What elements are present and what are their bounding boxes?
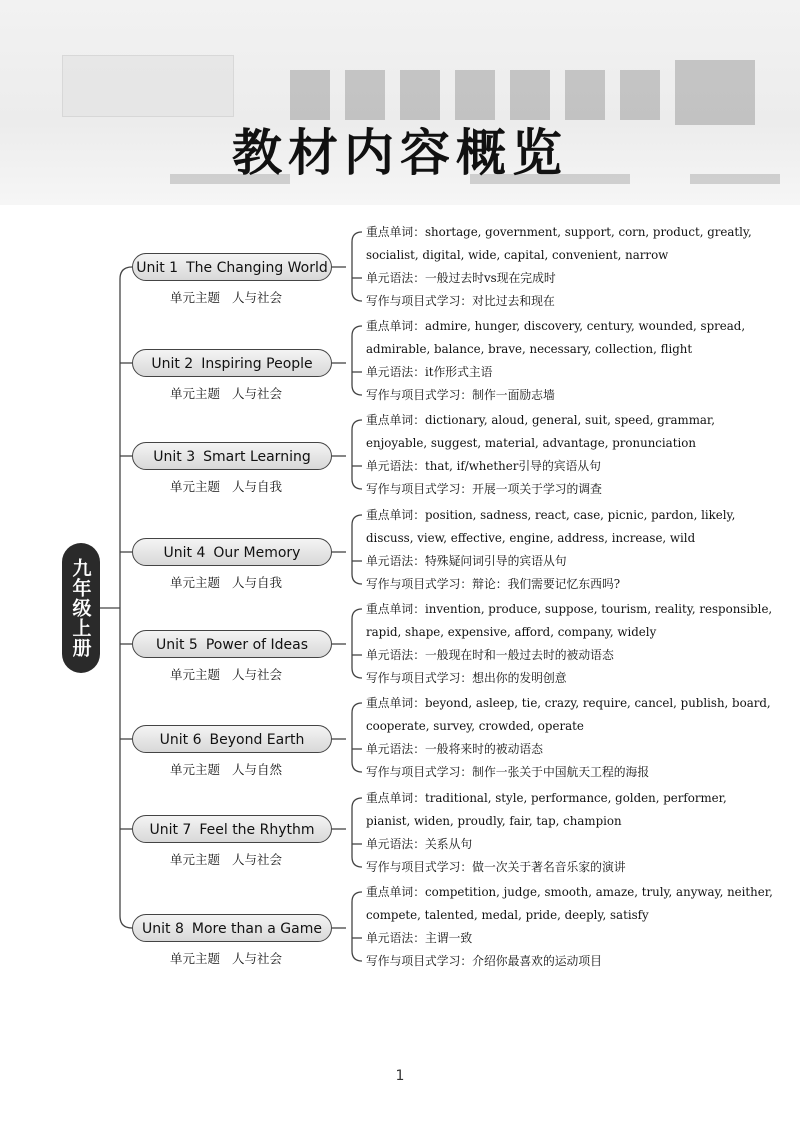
unit-details	[366, 787, 786, 879]
theme-label: 单元主题	[170, 951, 221, 966]
theme-value: 人与社会	[232, 951, 283, 966]
unit-title: Inspiring People	[201, 356, 313, 372]
unit-title-box	[132, 442, 332, 470]
unit-number: Unit 2	[151, 356, 194, 372]
unit-title: The Changing World	[186, 260, 328, 276]
page-title: 教材内容概览	[232, 124, 568, 182]
unit-theme	[170, 384, 360, 404]
unit-title-box	[132, 630, 332, 658]
unit-details	[366, 409, 786, 501]
unit-details	[366, 598, 786, 690]
unit-title: Our Memory	[213, 545, 301, 561]
key-words-line: rapid, shape, expensive, afford, company, widely	[366, 625, 657, 639]
key-words-line: 重点单词：competition, judge, smooth, amaze, truly, anyway, neither,	[366, 885, 773, 899]
page-number: 1	[395, 1068, 405, 1084]
project-line: 写作与项目式学习：介绍你最喜欢的运动项目	[366, 954, 602, 968]
unit-number: Unit 6	[159, 732, 202, 748]
project-line: 写作与项目式学习：开展一项关于学习的调查	[366, 482, 602, 496]
unit-title: Power of Ideas	[205, 637, 309, 653]
key-words-line: compete, talented, medal, pride, deeply, satisfy	[366, 908, 649, 922]
theme-value: 人与社会	[232, 290, 283, 305]
project-line: 写作与项目式学习：对比过去和现在	[366, 294, 555, 308]
unit-title: More than a Game	[191, 921, 322, 937]
key-words-line: socialist, digital, wide, capital, convenient, narrow	[366, 248, 669, 262]
theme-value: 人与社会	[232, 852, 283, 867]
theme-label: 单元主题	[170, 667, 221, 682]
unit-title: Beyond Earth	[209, 732, 305, 748]
unit-theme	[170, 288, 360, 308]
key-words-line: 重点单词：dictionary, aloud, general, suit, speed, grammar,	[366, 413, 716, 427]
theme-label: 单元主题	[170, 290, 221, 305]
theme-label: 单元主题	[170, 386, 221, 401]
unit-title-box	[132, 538, 332, 566]
grammar-line: 单元语法：一般将来时的被动语态	[366, 742, 543, 756]
unit-number: Unit 3	[153, 449, 196, 465]
unit-title-box	[132, 253, 332, 281]
unit-theme	[170, 477, 360, 497]
key-words-line: 重点单词：admire, hunger, discovery, century, wounded, spread,	[366, 319, 746, 333]
key-words-line: 重点单词：position, sadness, react, case, picnic, pardon, likely,	[366, 508, 736, 522]
unit-number: Unit 4	[163, 545, 206, 561]
grammar-line: 单元语法：关系从句	[366, 837, 473, 851]
project-line: 写作与项目式学习：想出你的发明创意	[366, 671, 567, 685]
key-words-line: enjoyable, suggest, material, advantage, pronunciation	[366, 436, 696, 450]
unit-details	[366, 881, 786, 973]
theme-value: 人与社会	[232, 386, 283, 401]
key-words-line: 重点单词：traditional, style, performance, golden, performer,	[366, 791, 727, 805]
key-words-line: cooperate, survey, crowded, operate	[366, 719, 584, 733]
grammar-line: 单元语法：it作形式主语	[366, 365, 493, 379]
theme-label: 单元主题	[170, 575, 221, 590]
project-line: 写作与项目式学习：做一次关于著名音乐家的演讲	[366, 860, 626, 874]
unit-number: Unit 8	[142, 921, 184, 937]
theme-label: 单元主题	[170, 762, 221, 777]
unit-details	[366, 692, 786, 784]
key-words-line: pianist, widen, proudly, fair, tap, champion	[366, 814, 622, 828]
unit-theme	[170, 760, 360, 780]
key-words-line: discuss, view, effective, engine, address, increase, wild	[366, 531, 696, 545]
unit-theme	[170, 665, 360, 685]
key-words-line: admirable, balance, brave, necessary, collection, flight	[366, 342, 693, 356]
grammar-line: 单元语法：主谓一致	[366, 931, 473, 945]
grammar-line: 单元语法：特殊疑问词引导的宾语从句	[366, 554, 567, 568]
project-line: 写作与项目式学习：辩论：我们需要记忆东西吗?	[366, 577, 621, 591]
unit-title-box	[132, 815, 332, 843]
unit-theme	[170, 850, 360, 870]
unit-details	[366, 504, 786, 596]
project-line: 写作与项目式学习：制作一面励志墙	[366, 388, 555, 402]
theme-value: 人与社会	[232, 667, 283, 682]
key-words-line: 重点单词：invention, produce, suppose, tourism, reality, responsible,	[366, 602, 773, 616]
key-words-line: 重点单词：beyond, asleep, tie, crazy, require, cancel, publish, board,	[366, 696, 771, 710]
unit-number: Unit 7	[149, 822, 192, 838]
grade-label: 九年级上册	[62, 543, 100, 673]
theme-value: 人与自我	[232, 575, 283, 590]
grammar-line: 单元语法：一般过去时vs现在完成时	[366, 271, 556, 285]
unit-number: Unit 1	[136, 260, 179, 276]
theme-label: 单元主题	[170, 479, 221, 494]
unit-title-box	[132, 914, 332, 942]
unit-details	[366, 315, 786, 407]
unit-title: Smart Learning	[203, 449, 311, 465]
unit-number: Unit 5	[155, 637, 198, 653]
grammar-line: 单元语法：that, if/whether引导的宾语从句	[366, 459, 601, 473]
unit-title-box	[132, 725, 332, 753]
unit-theme	[170, 573, 360, 593]
theme-value: 人与自我	[232, 479, 283, 494]
unit-theme	[170, 949, 360, 969]
theme-label: 单元主题	[170, 852, 221, 867]
theme-value: 人与自然	[232, 762, 283, 777]
grammar-line: 单元语法：一般现在时和一般过去时的被动语态	[366, 648, 614, 662]
unit-title-box	[132, 349, 332, 377]
unit-details	[366, 221, 786, 313]
key-words-line: 重点单词：shortage, government, support, corn, product, greatly,	[366, 225, 752, 239]
unit-title: Feel the Rhythm	[199, 822, 315, 838]
project-line: 写作与项目式学习：制作一张关于中国航天工程的海报	[366, 765, 650, 779]
